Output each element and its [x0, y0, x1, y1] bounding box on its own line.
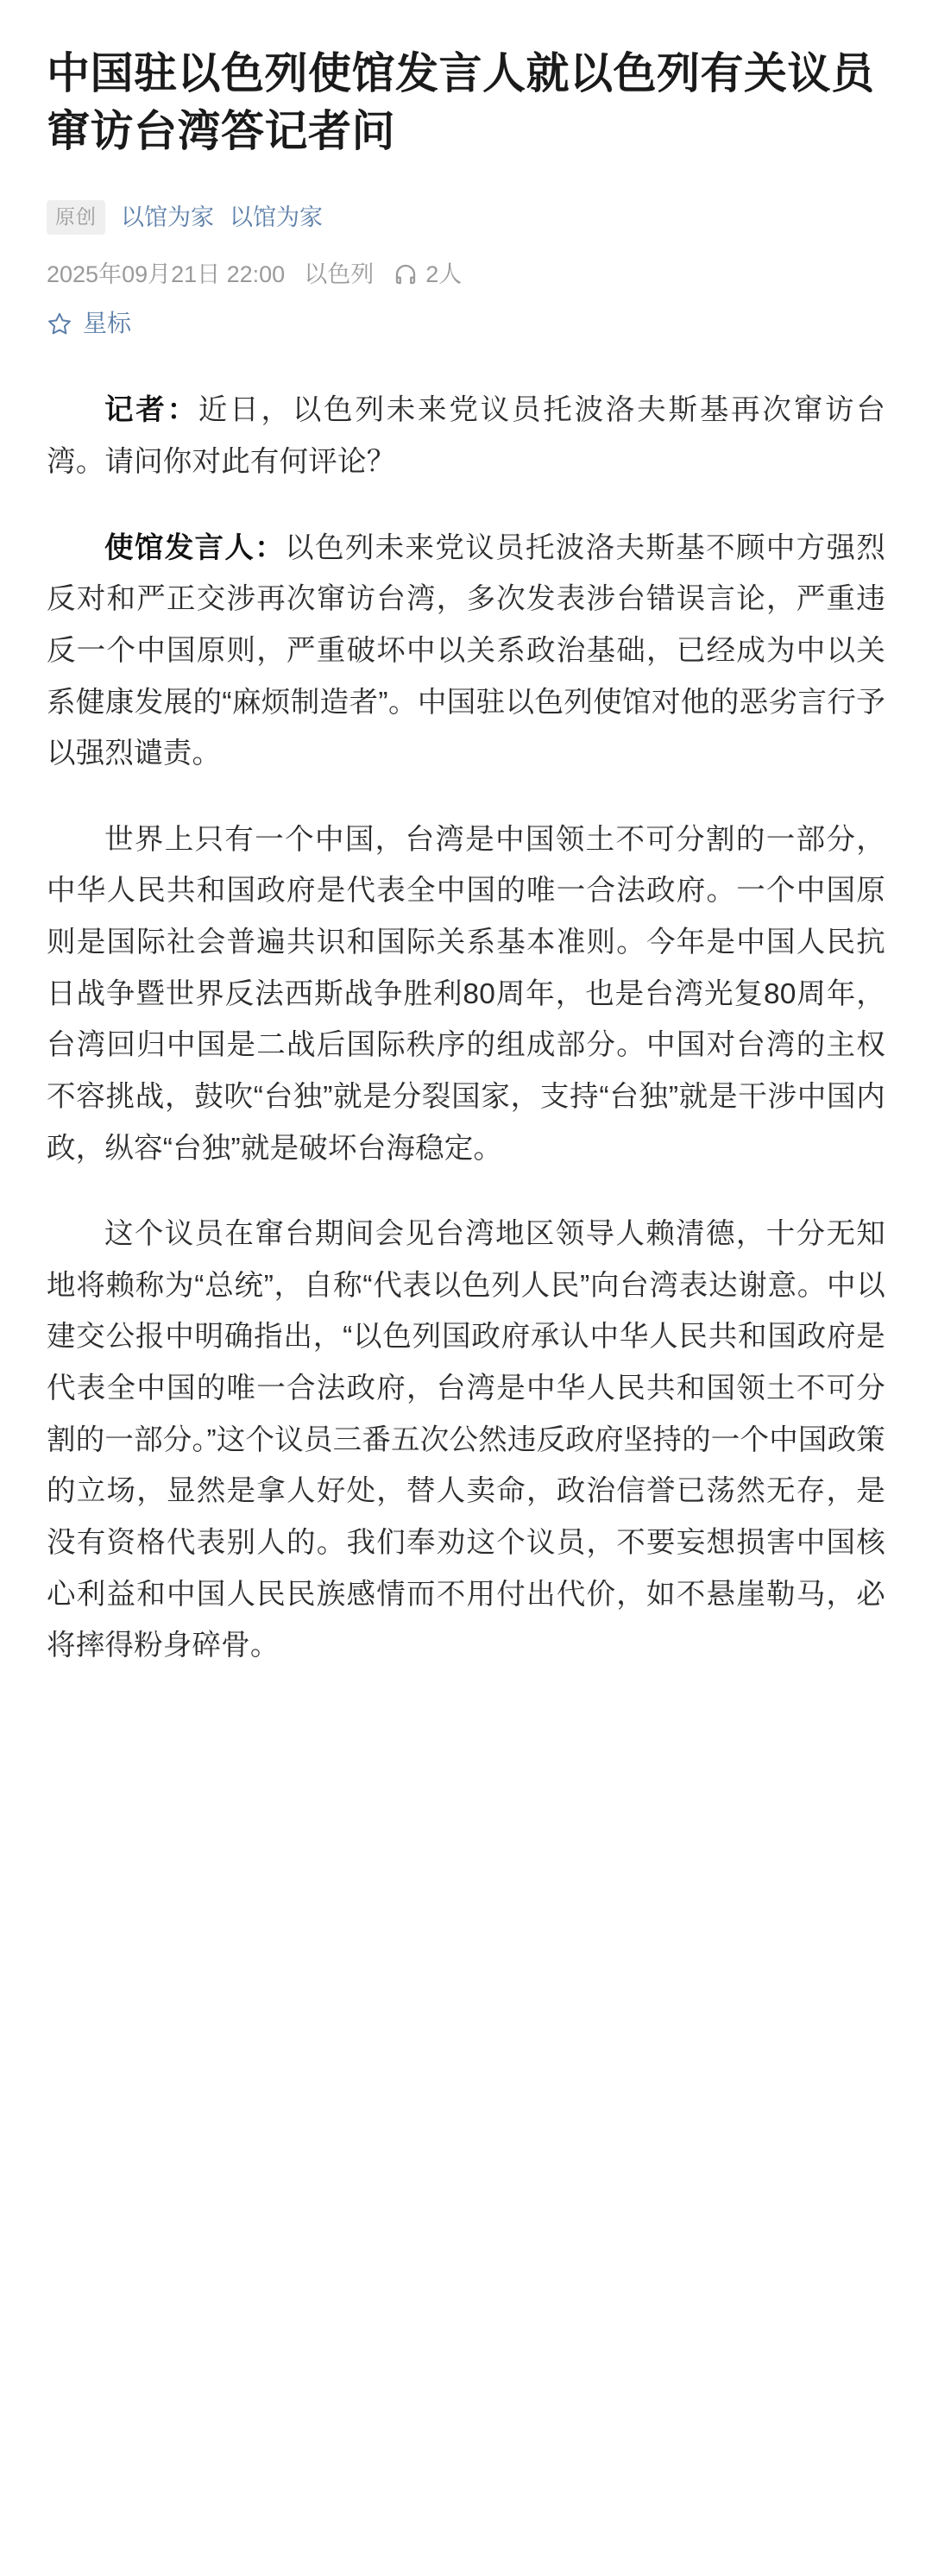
- paragraph-text: 近日，以色列未来党议员托波洛夫斯基再次窜访台湾。请问你对此有何评论？: [47, 394, 885, 479]
- star-label: 星标: [83, 310, 132, 337]
- star-action[interactable]: [47, 311, 885, 336]
- article-body: [47, 385, 885, 1671]
- paragraph-lead: 使馆发言人：: [104, 531, 286, 564]
- publish-date: 2025年09月21日 22:00: [47, 261, 286, 287]
- paragraph-lead: 记者：: [104, 394, 198, 427]
- paragraph: [47, 814, 885, 1174]
- account-link[interactable]: 以馆为家: [230, 204, 323, 230]
- original-badge: 原创: [47, 200, 105, 235]
- paragraph: [47, 523, 885, 780]
- byline: [47, 200, 885, 235]
- listen-count: 2人: [425, 261, 463, 287]
- paragraph: [47, 1209, 885, 1672]
- publish-location: 以色列: [304, 261, 375, 287]
- meta-row: [47, 261, 885, 288]
- author-link[interactable]: 以馆为家: [121, 204, 214, 230]
- paragraph-text: 世界上只有一个中国，台湾是中国领土不可分割的一部分，中华人民共和国政府是代表全中国的唯一合法政府。一个中国原则是国际社会普遍共识和国际关系基本准则。今年是中国人民抗日战争暨世界反法西斯战争胜利80周年，也是台湾光复80周年，台湾回归中国是二战后国际秩序的组成部分。中国对台湾的主权不容挑战，鼓吹“台独”就是分裂国家，支持“台独”就是干涉中国内政，纵容“台独”就是破坏台海稳定。: [47, 823, 885, 1165]
- page-title: 中国驻以色列使馆发言人就以色列有关议员窜访台湾答记者问: [47, 49, 875, 155]
- headphone-icon: [393, 261, 419, 287]
- paragraph: [47, 385, 885, 487]
- listen-count-group[interactable]: [393, 261, 462, 288]
- star-icon: [47, 311, 72, 336]
- paragraph-text: 以色列未来党议员托波洛夫斯基不顾中方强烈反对和严正交涉再次窜访台湾，多次发表涉台错误言论，严重违反一个中国原则，严重破坏中以关系政治基础，已经成为中以关系健康发展的“麻烦制造者”。中国驻以色列使馆对他的恶劣言行予以强烈谴责。: [47, 531, 886, 770]
- paragraph-text: 这个议员在窜台期间会见台湾地区领导人赖清德，十分无知地将赖称为“总统”，自称“代表以色列人民”向台湾表达谢意。中以建交公报中明确指出，“以色列国政府承认中华人民共和国政府是代表全中国的唯一合法政府，台湾是中华人民共和国领土不可分割的一部分。”这个议员三番五次公然违反政府坚持的一个中国政策的立场，显然是拿人好处，替人卖命，政治信誉已荡然无存，是没有资格代表别人的。我们奉劝这个议员，不要妄想损害中国核心利益和中国人民民族感情而不用付出代价，如不悬崖勒马，必将摔得粉身碎骨。: [47, 1218, 885, 1662]
